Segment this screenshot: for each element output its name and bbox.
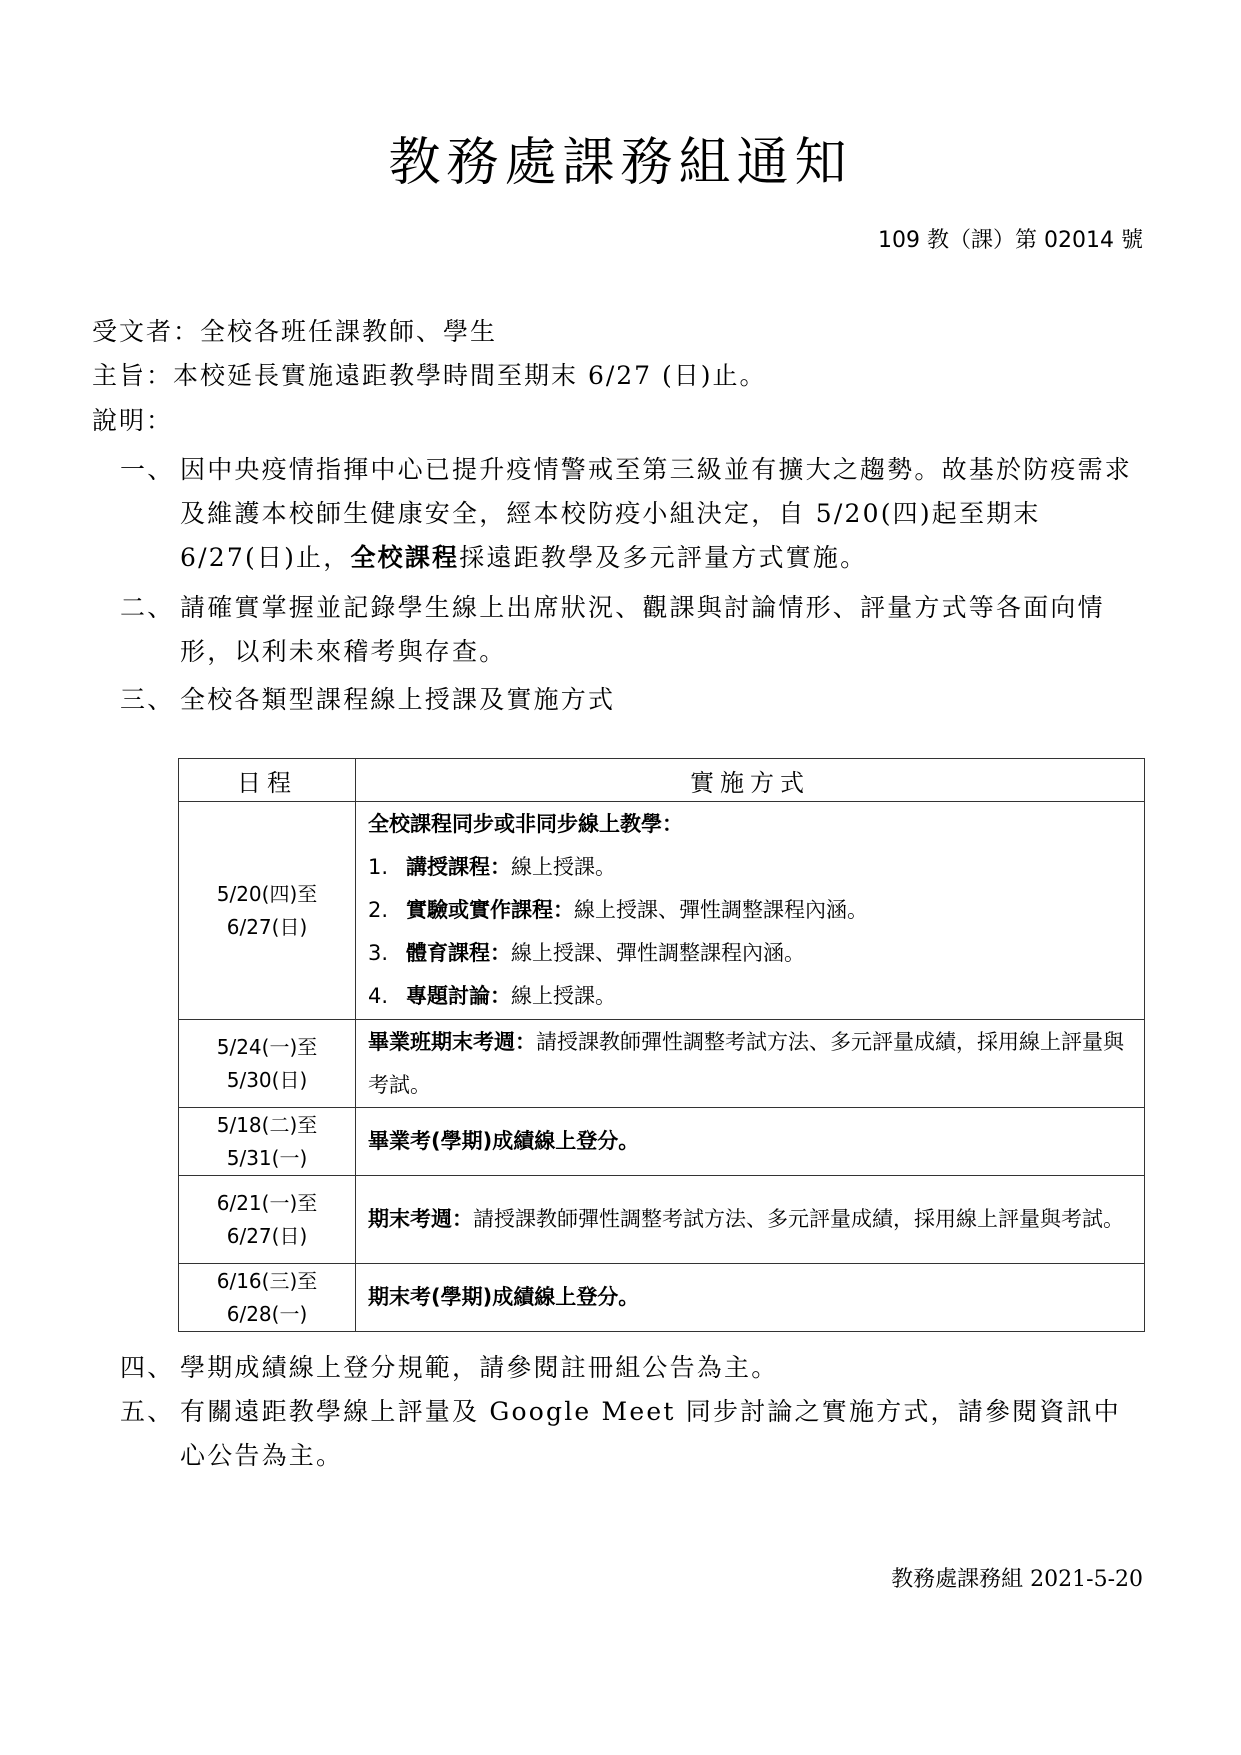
method-cell bbox=[356, 802, 1145, 1020]
footer-signature: 教務處課務組 2021-5-20 bbox=[891, 1567, 1143, 1592]
item-number: 四、 bbox=[120, 1353, 175, 1382]
list-item: 1. 講授課程：線上授課。 bbox=[368, 855, 616, 879]
item-2 bbox=[120, 586, 1140, 674]
table-header-row bbox=[179, 759, 1145, 802]
item-text: 全校各類型課程線上授課及實施方式 bbox=[180, 685, 616, 714]
explanation-label: 說明： bbox=[92, 406, 174, 435]
date-cell: 6/16(三)至 6/28(一) bbox=[179, 1264, 356, 1332]
table-row bbox=[179, 1264, 1145, 1332]
date-cell: 5/24(一)至 5/30(日) bbox=[179, 1020, 356, 1108]
item-5 bbox=[120, 1390, 1140, 1478]
method-cell: 期末考週：請授課教師彈性調整考試方法、多元評量成績，採用線上評量與考試。 bbox=[356, 1176, 1145, 1264]
table-row bbox=[179, 1176, 1145, 1264]
item-text: 學期成績線上登分規範，請參閱註冊組公告為主。 bbox=[180, 1353, 779, 1382]
date-cell: 5/18(二)至 5/31(一) bbox=[179, 1108, 356, 1176]
item-text: 有關遠距教學線上評量及 Google Meet 同步討論之實施方式，請參閱資訊中心公告為主。 bbox=[180, 1397, 1121, 1470]
date-cell: 6/21(一)至 6/27(日) bbox=[179, 1176, 356, 1264]
method-cell: 畢業考(學期)成績線上登分。 bbox=[356, 1108, 1145, 1176]
date-cell: 5/20(四)至 6/27(日) bbox=[179, 802, 356, 1020]
item-bold-text: 全校課程 bbox=[350, 543, 460, 572]
header-method: 實施方式 bbox=[356, 759, 1145, 802]
subject-line: 主旨：本校延長實施遠距教學時間至期末 6/27 (日)止。 bbox=[92, 361, 767, 390]
item-4 bbox=[120, 1346, 1140, 1390]
item-text: 因中央疫情指揮中心已提升疫情警戒至第三級並有擴大之趨勢。故基於防疫需求及維護本校師生健康安全，經本校防疫小組決定，自 5/20(四)起至期末 6/27(日)止， bbox=[180, 455, 1133, 572]
item-number: 一、 bbox=[120, 455, 175, 484]
list-item: 3. 體育課程：線上授課、彈性調整課程內涵。 bbox=[368, 941, 805, 965]
item-text-after: 採遠距教學及多元評量方式實施。 bbox=[459, 543, 868, 572]
recipient-line: 受文者：全校各班任課教師、學生 bbox=[92, 317, 498, 346]
table-row bbox=[179, 1108, 1145, 1176]
item-text: 請確實掌握並記錄學生線上出席狀況、觀課與討論情形、評量方式等各面向情形，以利未來稽考與存查。 bbox=[180, 593, 1105, 666]
document-number: 109 教（課）第 02014 號 bbox=[878, 228, 1143, 253]
item-number: 二、 bbox=[120, 593, 175, 622]
item-number: 五、 bbox=[120, 1397, 175, 1426]
list-item: 4. 專題討論：線上授課。 bbox=[368, 984, 616, 1008]
item-3 bbox=[120, 678, 1140, 722]
method-cell: 畢業班期末考週：請授課教師彈性調整考試方法、多元評量成績，採用線上評量與考試。 bbox=[356, 1020, 1145, 1108]
method-cell: 期末考(學期)成績線上登分。 bbox=[356, 1264, 1145, 1332]
schedule-table bbox=[178, 758, 1145, 1332]
row-heading: 全校課程同步或非同步線上教學： bbox=[368, 812, 683, 836]
header-date: 日程 bbox=[179, 759, 356, 802]
item-number: 三、 bbox=[120, 685, 175, 714]
item-1 bbox=[120, 448, 1140, 580]
page-title: 教務處課務組通知 bbox=[388, 133, 853, 193]
table-row bbox=[179, 1020, 1145, 1108]
table-row bbox=[179, 802, 1145, 1020]
list-item: 2. 實驗或實作課程：線上授課、彈性調整課程內涵。 bbox=[368, 898, 868, 922]
